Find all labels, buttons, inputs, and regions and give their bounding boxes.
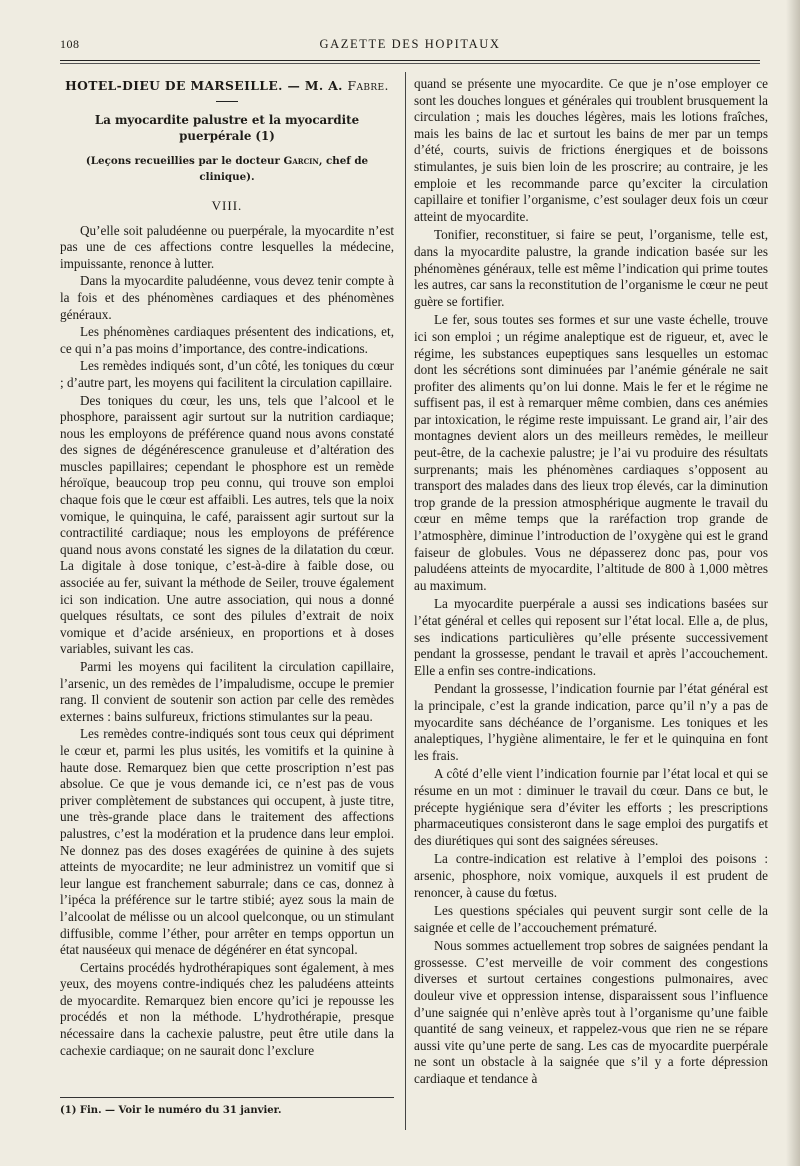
page-edge-shadow: [786, 0, 800, 1166]
header-rule: [60, 60, 760, 61]
article-title: La myocardite palustre et la myocardite puerpérale (1): [94, 112, 360, 144]
hospital-heading: [60, 78, 394, 95]
paragraph: Les remèdes contre-indiqués sont tous ceux qui dépriment le cœur et, parmi les plus usités, les vomitifs et la quinine à haute dose. Remarquez bien que cette proscription n’est pas absolue. Ce que je vous demande ici, ce n’est pas de vous priver complètement de substances qui occupent, à juste titre, une très-grande place dans le traitement des affections palustres, c’est la modération et la prudence dans leur emploi. Ne donnez pas des doses exagérées de quinine à des sujets atteints de myocardite; ne leur administrez un vomitif que si leur langue est franchement saburrale; dans ce cas, donnez à l’ipéca la préférence sur le tartre stibié; ayez sous la main de l’alcoolat de mélisse ou un alcool quelconque, ou un stimulant diffusible, comme l’éther, pour arrêter en temps opportun un état nauséeux qui menace de dégénérer en état syncopal.: [60, 726, 394, 958]
paragraph: La contre-indication est relative à l’emploi des poisons : arsenic, phosphore, noix vomique, auxquels il est prudent de renoncer, à cause du fœtus.: [414, 851, 768, 900]
subtitle-suffix: , chef de clinique).: [199, 154, 369, 184]
paragraph: Nous sommes actuellement trop sobres de saignées pendant la grossesse. C’est merveille de voir comment des congestions diverses et surtout certaines congestions pulmonaires, avec douleur vive et oppression intense, disparaissent sous l’influence d’une saignée qui n’enlève après tout à l’organisme qu’une faible quantité de sang veineux, et rappelez-vous que rien ne se répare aussi vite qu’une perte de sang. Les cas de myocardite puerpérale ne sont un obstacle à la saignée que s’il y a forte dépression cardiaque et tendance à: [414, 938, 768, 1087]
page-number: 108: [60, 37, 80, 51]
paragraph: quand se présente une myocardite. Ce que je n’ose employer ce sont les douches longues et générales qui troublent brusquement la circulation ; mais les douches légères, mais les lotions fraîches, mais les bains de lac et surtout les bains de mer par un temps d’été, courts, suivis de frictions énergiques et de boissons stimulantes, je suis bien loin de les proscrire; au contraire, je les emploie et les recommande parce qu’exciter la circulation capillaire et tonifier l’organisme, c’est soulager deux fois un cœur atteint de myocardite.: [414, 76, 768, 224]
running-title: GAZETTE DES HOPITAUX: [319, 37, 501, 51]
paragraph: Dans la myocardite paludéenne, vous devez tenir compte à la fois et des phénomènes cardiaques et des phénomènes généraux.: [60, 273, 394, 322]
left-column: [60, 76, 394, 1060]
subtitle-prefix: (Leçons recueillies par le docteur: [85, 154, 280, 167]
paragraph: Les phénomènes cardiaques présentent des indications, et, ce qui n’a pas moins d’importance, des contre-indications.: [60, 324, 394, 356]
subtitle-name: Garcin: [283, 154, 319, 167]
section-number: VIII.: [211, 197, 243, 213]
article-subtitle: [60, 153, 394, 186]
paragraph: A côté d’elle vient l’indication fournie par l’état local et qui se résume en un mot : diminuer le travail du cœur. Dans ce but, le précepte hygiénique sera d’éviter les efforts ; les prescriptions pharmaceutiques consisteront dans le sage emploi des purgatifs et des diurétiques qui sont des saignées séreuses.: [414, 766, 768, 848]
column-divider: [405, 72, 406, 1130]
hospital-name: HOTEL-DIEU DE MARSEILLE. — M. A.: [65, 78, 343, 93]
footnote-rule: [60, 1097, 394, 1098]
paragraph: Le fer, sous toutes ses formes et sur une vaste échelle, trouve ici son emploi ; un régime analeptique est de rigueur, et, avec le régime, les substances eupeptiques sans lesquelles un estomac dont les sécrétions sont diminuées par l’anémie générale ne sait profiter des aliments qu’on lui donne. Mais le fer et le régime ne suffisent pas, il est à remarquer même combien, dans ces anémies par intoxication, le régime reste impuissant. Le grand air, l’air des montagnes devient alors un des meilleurs remèdes, le meilleur peut-être, de la cachexie palustre; je l’ai vu produire des résultats surprenants; mais les phénomènes cardiaques s’opposent au transport des malades dans des lieux trop élevés, car la diminution trop grande de la pression atmosphérique augmente le travail du cœur en même temps que la raréfaction trop grande de l’atmosphère, diminue l’introduction de l’oxygène qui est le grand faiseur de globules. Vous ne dépasserez donc pas, pour vos paludéens atteints de myocardite, l’altitude de 800 à 1,000 mètres au maximum.: [414, 312, 768, 593]
page-header: [60, 37, 760, 59]
paragraph: Les remèdes indiqués sont, d’un côté, les toniques du cœur ; d’autre part, les moyens qui facilitent la circulation capillaire.: [60, 358, 394, 390]
paragraph: Pendant la grossesse, l’indication fournie par l’état général est la principale, c’est la grande indication, parce qu’il n’y a pas de myocardite sans déchéance de l’organisme. Les toniques et les analeptiques, l’hygiène alimentaire, le fer et le quinquina en font les frais.: [414, 681, 768, 763]
paragraph: Parmi les moyens qui facilitent la circulation capillaire, l’arsenic, un des remèdes de l’impaludisme, occupe le premier rang. Il convient de soutenir son action par celle des remèdes externes : bains sulfureux, frictions stimulantes sur la peau.: [60, 659, 394, 724]
paragraph: Des toniques du cœur, les uns, tels que l’alcool et le phosphore, paraissent agir surtout sur la nutrition cardiaque; nous les employons de préférence quand nous avons constaté des signes de dégénérescence granuleuse et d’altération des muscles papillaires; cependant le phosphore est un remède héroïque, beaucoup trop peu connu, qui trouve son emploi chaque fois que le cœur est affaibli. Les autres, tels que la noix vomique, le quinquina, le café, paraissent agir surtout sur la contractilité cardiaque; nous les employons de préférence quand nous avons constaté les signes de la dilatation du cœur. La digitale à dose tonique, c’est-à-dire à faible dose, ou associée au fer, suivant la méthode de Seiler, trouve également ici son indication. Une autre association, qui nous a donné quelques résultats, ce sont des pilules d’extrait de noix vomique et d’acide arsénieux, en proportions et à doses variables, suivant les cas.: [60, 392, 394, 657]
header-rule-secondary: [60, 63, 760, 64]
paragraph: Qu’elle soit paludéenne ou puerpérale, la myocardite n’est pas une de ces affections contre lesquelles la médecine, impuissante, renonce à lutter.: [60, 222, 394, 271]
paragraph: Les questions spéciales qui peuvent surgir sont celle de la saignée et celle de l’accouchement prématuré.: [414, 903, 768, 935]
hospital-author: Fabre.: [347, 79, 389, 93]
short-divider: [216, 101, 238, 102]
paragraph: Tonifier, reconstituer, si faire se peut, l’organisme, telle est, dans la myocardite palustre, la grande indication basée sur les phénomènes généraux, telle est même l’indication qui prime toutes les autres, car sans la reconstitution de l’organisme le cœur ne peut guère se fortifier.: [414, 227, 768, 309]
paragraph: Certains procédés hydrothérapiques sont également, à mes yeux, des moyens contre-indiqués chez les paludéens atteints de myocardite. Remarquez bien encore qu’ici je repousse les procédés et non la méthode. L’hydrothérapie, presque nécessaire dans la cachexie palustre, peut être utile dans la cachexie cardiaque; on ne saurait donc l’exclure: [60, 959, 394, 1058]
paragraph: La myocardite puerpérale a aussi ses indications basées sur l’état général et celles qui reposent sur l’état local. Elle a, de plus, ses indications particulières qu’elle présente successivement pendant la grossesse, pendant le travail et après l’accouchement. Elle a enfin ses contre-indications.: [414, 596, 768, 678]
right-column: [414, 76, 768, 1090]
footnote: (1) Fin. — Voir le numéro du 31 janvier.: [60, 1105, 282, 1116]
